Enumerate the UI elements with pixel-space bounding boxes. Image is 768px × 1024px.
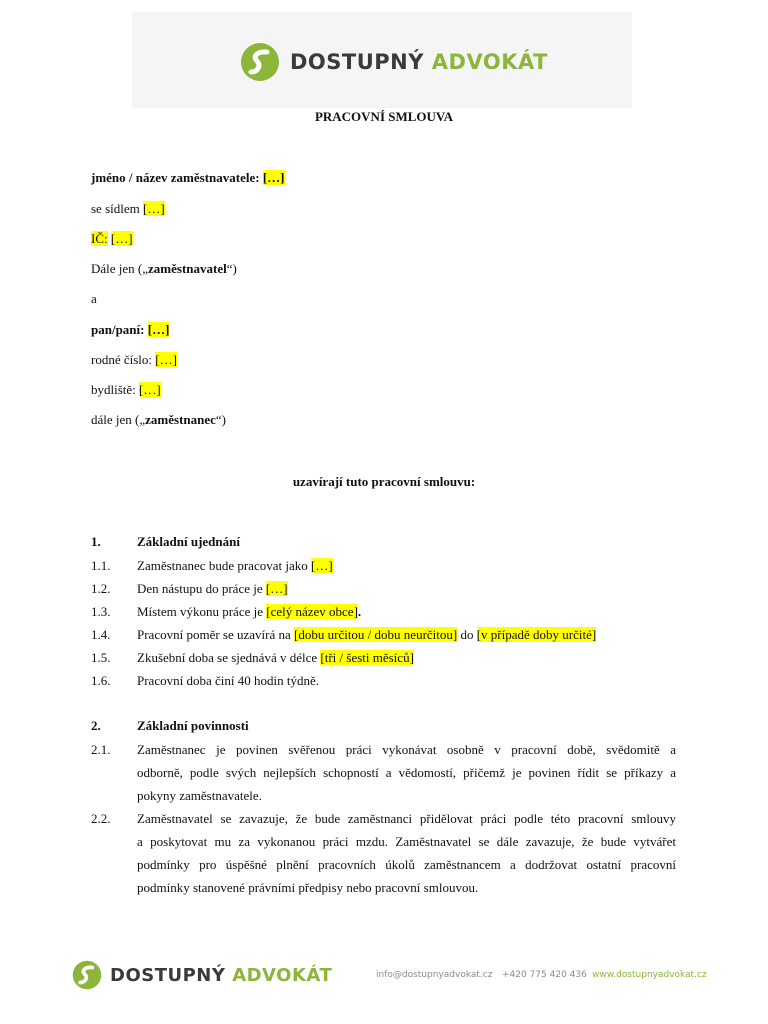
- employee-term: zaměstnanec: [145, 412, 216, 427]
- clause-line: Zaměstnanec je povinen svěřenou práci vykonávat osobně v pracovní době, svědomitě a: [137, 742, 676, 757]
- clause-body: Zaměstnanec bude pracovat jako: [137, 558, 311, 573]
- clause-number: 1.1.: [91, 558, 111, 573]
- employer-name-label: jméno / název zaměstnavatele:: [91, 170, 260, 185]
- footer-email[interactable]: info@dostupnyadvokat.cz: [376, 970, 493, 980]
- employee-birth-label: rodné číslo:: [91, 352, 153, 367]
- brand-word-1: DOSTUPNÝ: [290, 50, 424, 74]
- footer-logo: [72, 960, 332, 990]
- clause-text: [137, 581, 288, 597]
- employer-hereinafter-line: [91, 261, 237, 277]
- clause-placeholder: [tři / šesti měsíců]: [320, 650, 414, 665]
- employer-name-line: [91, 170, 285, 186]
- employee-hereinafter-suffix: “): [215, 412, 227, 427]
- brand-word-1: DOSTUPNÝ: [110, 964, 226, 986]
- and-word: a: [91, 291, 97, 306]
- employer-ico-placeholder: […]: [110, 231, 133, 246]
- clause-text: [137, 650, 414, 666]
- footer-phone[interactable]: +420 775 420 436: [502, 970, 587, 980]
- leaf-s-icon: [240, 42, 280, 82]
- document-title: PRACOVNÍ SMLOUVA: [314, 109, 454, 124]
- employee-hereinafter-line: [91, 412, 226, 428]
- conclude-statement: uzavírají tuto pracovní smlouvu:: [292, 474, 476, 489]
- employer-seat-label: se sídlem: [91, 201, 140, 216]
- brand-word-2: ADVOKÁT: [232, 964, 333, 986]
- clause-body: Zkušební doba se sjednává v délce: [137, 650, 321, 665]
- brand-name: [290, 50, 548, 74]
- clause-placeholder: […]: [310, 558, 333, 573]
- brand-word-2: ADVOKÁT: [431, 50, 548, 74]
- brand-logo: [240, 42, 548, 82]
- clause-body-mid: do: [457, 627, 477, 642]
- section-1-number: 1.: [91, 534, 101, 549]
- clause-number: 1.2.: [91, 581, 111, 596]
- clause-line: podmínky pro úspěšné plnění pracovních úkolů zaměstnancem a dodržovat ostatní pracovní: [137, 857, 676, 872]
- employee-birth-placeholder: […]: [155, 352, 177, 367]
- employee-hereinafter-prefix: dále jen („: [91, 412, 146, 427]
- clause-number: 2.1.: [91, 742, 111, 757]
- clause-number: 2.2.: [91, 811, 111, 826]
- employee-residence-label: bydliště:: [91, 382, 136, 397]
- clause-body: Den nástupu do práce je: [137, 581, 266, 596]
- employee-name-line: [91, 322, 169, 338]
- clause-body: Místem výkonu práce je: [137, 604, 267, 619]
- clause-text: [137, 627, 596, 643]
- employee-name-label: pan/paní:: [91, 322, 145, 337]
- clause-period: .: [357, 604, 362, 619]
- clause-number: 1.3.: [91, 604, 111, 619]
- clause-placeholder-2: [v případě doby určité]: [476, 627, 597, 642]
- employer-hereinafter-suffix: “): [226, 261, 237, 276]
- section-2-number: 2.: [91, 718, 101, 733]
- clause-text: [137, 604, 361, 620]
- employer-hereinafter-prefix: Dále jen („: [91, 261, 149, 276]
- section-1-title: Základní ujednání: [137, 534, 240, 549]
- employer-ico-label: IČ:: [91, 231, 108, 246]
- footer-website[interactable]: www.dostupnyadvokat.cz: [592, 970, 707, 980]
- employer-name-placeholder: […]: [262, 170, 285, 185]
- employer-seat-placeholder: […]: [143, 201, 165, 216]
- clause-body: Pracovní poměr se uzavírá na: [137, 627, 295, 642]
- clause-text: [137, 558, 333, 574]
- footer-brand-name: [110, 965, 332, 986]
- clause-text: Pracovní doba činí 40 hodin týdně.: [137, 673, 319, 688]
- clause-number: 1.5.: [91, 650, 111, 665]
- section-2-title: Základní povinnosti: [137, 718, 249, 733]
- employer-ico-line: [91, 231, 133, 247]
- clause-placeholder: […]: [265, 581, 288, 596]
- employee-name-placeholder: […]: [147, 322, 170, 337]
- clause-line: podmínky stanovené právními předpisy nebo pracovní smlouvou.: [137, 880, 479, 895]
- clause-placeholder: [dobu určitou / dobu neurčitou]: [294, 627, 458, 642]
- employer-term: zaměstnavatel: [148, 261, 227, 276]
- leaf-s-icon: [72, 960, 102, 990]
- clause-line: a poskytovat mu za vykonanou práci mzdu. Zaměstnavatel se dále zavazuje, že bude vytvářet: [137, 834, 676, 849]
- clause-line: Zaměstnavatel se zavazuje, že bude zaměstnanci přidělovat práci podle této pracovní smlouvy: [137, 811, 676, 826]
- employee-residence-placeholder: […]: [139, 382, 161, 397]
- employee-residence-line: [91, 382, 161, 398]
- clause-number: 1.4.: [91, 627, 111, 642]
- employer-seat-line: [91, 201, 165, 217]
- clause-number: 1.6.: [91, 673, 111, 688]
- clause-placeholder: [celý název obce]: [266, 604, 358, 619]
- employee-birth-line: [91, 352, 177, 368]
- clause-line: pokyny zaměstnavatele.: [137, 788, 262, 803]
- clause-line: odborně, podle svých nejlepších schopností a vědomostí, přičemž je povinen řídit se příkazy a: [137, 765, 676, 780]
